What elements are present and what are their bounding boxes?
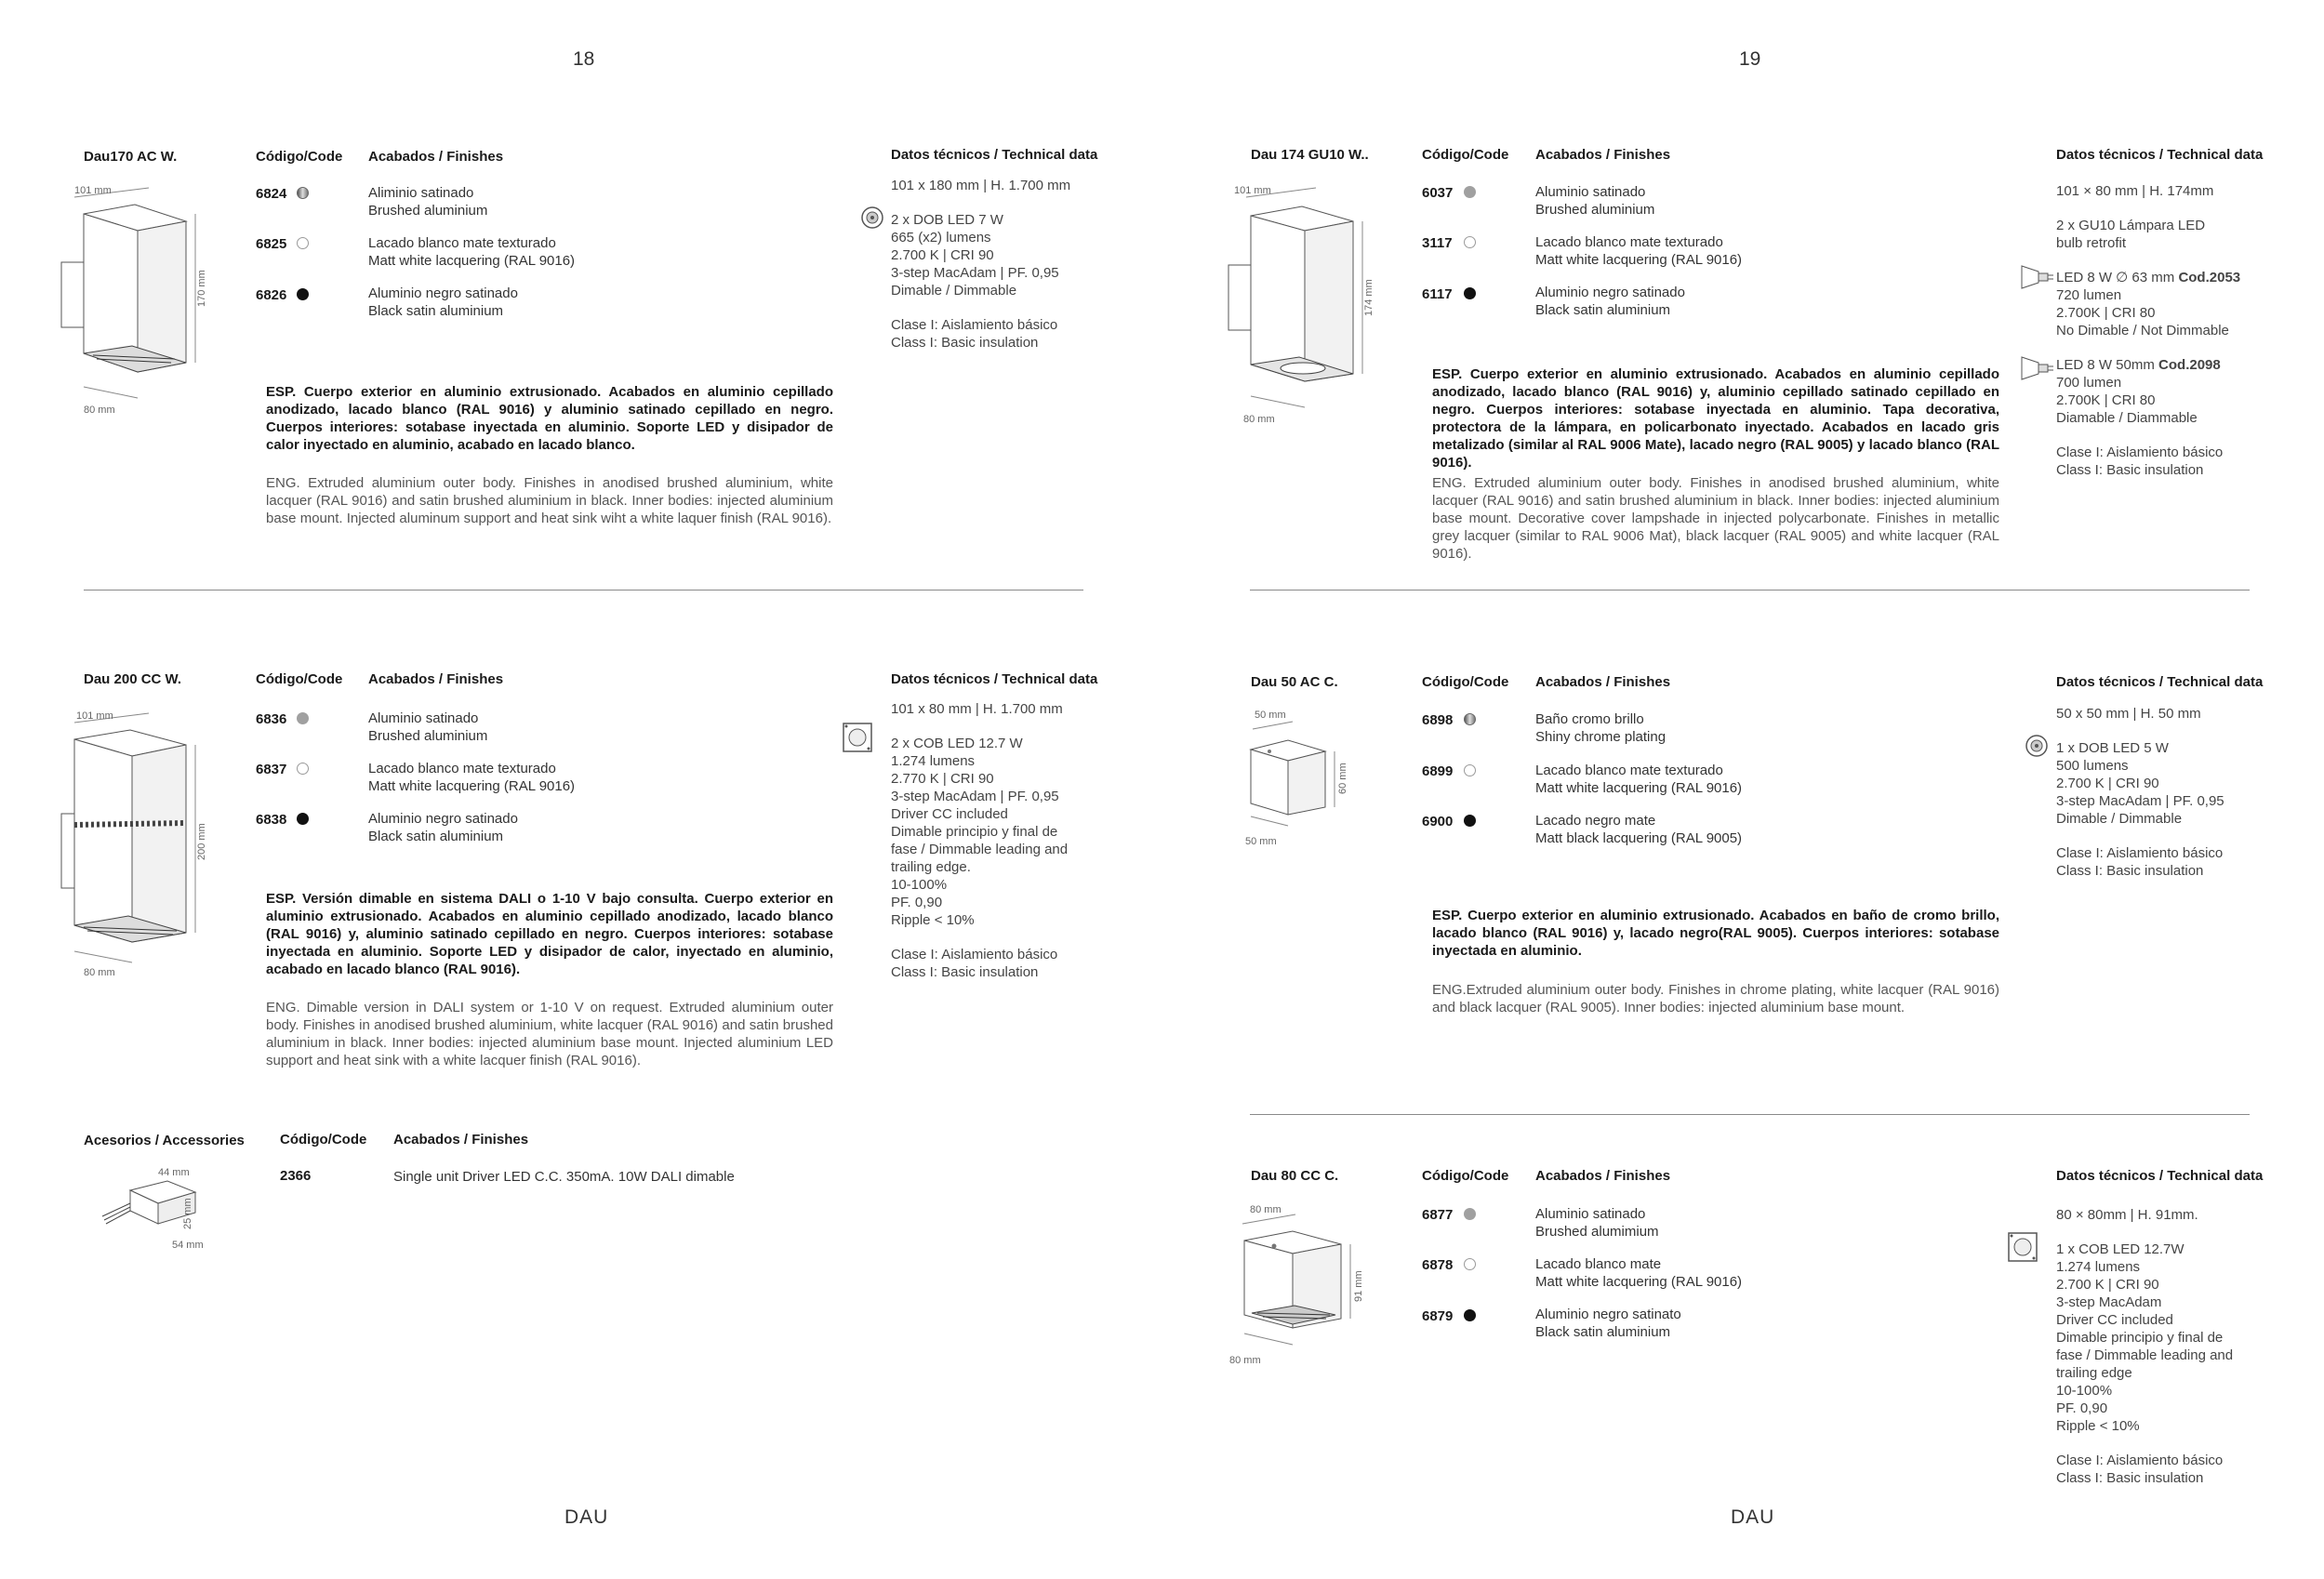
tech-line: 2.700 K | CRI 90	[2056, 1277, 2159, 1293]
finish-es: Baño cromo brillo	[1535, 711, 1644, 727]
tech-line: Clase I: Aislamiento básico	[2056, 445, 2224, 460]
finish-es: Lacado blanco mate	[1535, 1256, 1662, 1272]
tech-line: Class I: Basic insulation	[891, 335, 1039, 351]
tech-data	[2056, 1206, 2261, 1487]
dim-side: 200 mm	[196, 823, 207, 860]
description-es: ESP. Cuerpo exterior en aluminio extrusionado. Acabados en aluminio cepillado anodizado, lacado blanco (RAL 9016) y aluminio satinado cepillado en negro. Cuerpos interiores: sotabase inyectada en aluminio. Soporte LED y disipador de calor inyectado en aluminio, acabado en lacado blanco.	[266, 384, 833, 453]
tech-header: Datos técnicos / Technical data	[2056, 147, 2264, 163]
finish-code: 6900	[1422, 814, 1454, 829]
finish-code: 6037	[1422, 185, 1454, 201]
swatch-black	[1464, 1309, 1476, 1321]
finish-es: Aluminio satinado	[1535, 184, 1646, 200]
finishes-header: Acabados / Finishes	[1535, 1168, 1671, 1184]
product-drawing-dau50	[1242, 703, 1372, 852]
finish-code: 6826	[256, 287, 287, 303]
dim-bottom: 50 mm	[1245, 836, 1277, 847]
description-en: ENG. Dimable version in DALI system or 1-10 V on request. Extruded aluminium outer body. Finishes in anodised brushed aluminium, white lacquer (RAL 9016) and satin brushed aluminium in black. Inner bodies: injected aluminium base mount. Injected aluminium LED support and heat sink with a white lacquer finish (RAL 9016).	[266, 1000, 833, 1068]
description-en: ENG. Extruded aluminium outer body. Finishes in anodised brushed aluminium, white lacquer (RAL 9016) and satin brushed aluminium in black. Inner bodies: injected aluminium base mount. Decorative cover lampshade in injected polycarbonate. Finishes in metallic grey lacquer (similar to RAL 9006 Mat), black lacquer (RAL 9005) and white lacquer (RAL 9016).	[1432, 475, 1999, 562]
swatch-black	[1464, 815, 1476, 827]
finish-en: Black satin aluminium	[368, 303, 504, 319]
dim-side: 25 mm	[182, 1198, 193, 1229]
dim-top: 101 mm	[76, 710, 113, 722]
tech-line: 665 (x2) lumens	[891, 230, 991, 245]
finish-es: Aluminio satinado	[1535, 1206, 1646, 1222]
tech-line: 101 x 180 mm | H. 1.700 mm	[891, 178, 1071, 193]
lamp-1-title	[2056, 269, 2261, 286]
finish-en: Black satin aluminium	[1535, 1324, 1671, 1340]
tech-line: 10-100%	[891, 877, 948, 893]
tech-data	[2056, 705, 2261, 880]
product-drawing-dau80	[1226, 1198, 1384, 1374]
dim-bottom: 80 mm	[1243, 414, 1275, 425]
dim-top: 50 mm	[1255, 710, 1286, 721]
tech-header: Datos técnicos / Technical data	[891, 671, 1098, 687]
finishes-header: Acabados / Finishes	[1535, 147, 1671, 163]
page-footer-right: DAU	[1731, 1506, 1775, 1528]
tech-line: Class I: Basic insulation	[2056, 1470, 2204, 1486]
tech-line: Ripple < 10%	[891, 912, 975, 928]
product-drawing-dau200	[56, 702, 223, 981]
tech-data	[891, 177, 1096, 352]
tech-line: Class I: Basic insulation	[2056, 462, 2204, 478]
finish-en: Matt white lacquering (RAL 9016)	[368, 253, 576, 269]
swatch-white	[297, 763, 309, 775]
finish-code: 6117	[1422, 286, 1453, 302]
page-number-right: 19	[1739, 48, 1761, 70]
description-es: ESP. Versión dimable en sistema DALI o 1-10 V bajo consulta. Cuerpo exterior en aluminio extrusionado. Acabados en aluminio cepillado anodizado, lacado blanco (RAL 9016) y, aluminio satinado cepillado en negro. Cuerpos interiores: sotabase inyectada en aluminio. Soporte LED y disipador de calor, inyectado en aluminio, acabado en lacado blanco (RAL 9016).	[266, 891, 833, 977]
description-es: ESP. Cuerpo exterior en aluminio extrusionado. Acabados en baño de cromo brillo, lacado blanco (RAL 9016) y, lacado negro(RAL 9005). Cuerpos interiores: sotabase inyectada en aluminio.	[1432, 908, 1999, 959]
tech-line: fase / Dimmable leading and	[2056, 1347, 2234, 1363]
finish-en: Black satin aluminium	[1535, 302, 1671, 318]
dim-top: 101 mm	[74, 185, 112, 196]
dim-top: 44 mm	[158, 1167, 190, 1178]
swatch-chrome	[1464, 713, 1476, 725]
tech-line: No Dimable / Not Dimmable	[2056, 323, 2229, 338]
tech-line: 1 x COB LED 12.7W	[2056, 1241, 2185, 1257]
product-title: Dau 80 CC C.	[1251, 1168, 1339, 1184]
gu10-bulb-icon	[2018, 352, 2055, 385]
driver-drawing	[93, 1162, 223, 1255]
tech-line: 720 lumen	[2056, 287, 2122, 303]
finishes-header: Acabados / Finishes	[368, 671, 504, 687]
dim-side: 174 mm	[1363, 279, 1374, 316]
tech-line: 1 x DOB LED 5 W	[2056, 740, 2169, 756]
lamp-1-code: Cod.2053	[2178, 270, 2241, 285]
tech-line: Dimable / Dimmable	[2056, 811, 2183, 827]
tech-line: 2.700 K | CRI 90	[891, 247, 994, 263]
divider	[1250, 1114, 2250, 1115]
tech-line: PF. 0,90	[891, 895, 943, 910]
tech-line: fase / Dimmable leading and	[891, 842, 1069, 857]
finish-code: 6836	[256, 711, 287, 727]
led-chip-icon	[2024, 733, 2050, 759]
finish-code: 6898	[1422, 712, 1454, 728]
tech-line: 2 x DOB LED 7 W	[891, 212, 1003, 228]
tech-line: Class I: Basic insulation	[891, 964, 1039, 980]
tech-line: 3-step MacAdam | PF. 0,95	[891, 265, 1059, 281]
page-footer-left: DAU	[564, 1506, 609, 1528]
tech-line: 101 x 80 mm | H. 1.700 mm	[891, 701, 1063, 717]
finish-en: Matt white lacquering (RAL 9016)	[368, 778, 576, 794]
finish-code: 6877	[1422, 1207, 1454, 1223]
product-drawing-dau174	[1223, 177, 1390, 428]
swatch-black	[297, 813, 309, 825]
finish-en: Matt white lacquering (RAL 9016)	[1535, 1274, 1743, 1290]
finish-es: Aluminio negro satinato	[1535, 1307, 1681, 1322]
product-title: Dau 174 GU10 W..	[1251, 147, 1369, 163]
finish-code: 6878	[1422, 1257, 1454, 1273]
dim-side: 91 mm	[1353, 1270, 1364, 1302]
finish-code: 3117	[1422, 235, 1453, 251]
description-es: ESP. Cuerpo exterior en aluminio extrusionado. Acabados en aluminio cepillado anodizado, lacado blanco (RAL 9016) y, aluminio cepillado satinado cepillado en negro. Cuerpos interiores: sotabase inyectada en aluminio. Tapa decorativa, protectora de la lámpara, en policarbonato inyectado. Acabados en lacado gris metalizado (similar al RAL 9006 Mate), lacado negro (RAL 9005) y lacado blanco (RAL 9016).	[1432, 366, 1999, 471]
code-header: Código/Code	[256, 671, 343, 687]
code-header: Código/Code	[256, 149, 343, 165]
tech-line: 3-step MacAdam | PF. 0,95	[2056, 793, 2224, 809]
tech-header: Datos técnicos / Technical data	[2056, 674, 2264, 690]
gu10-bulb-icon	[2018, 260, 2055, 294]
tech-line: trailing edge	[2056, 1365, 2132, 1381]
dim-bottom: 80 mm	[84, 405, 115, 416]
finish-code: 6899	[1422, 763, 1454, 779]
lamp-2-label: LED 8 W 50mm	[2056, 357, 2155, 373]
tech-line: Driver CC included	[891, 806, 1008, 822]
dim-bottom: 54 mm	[172, 1240, 204, 1251]
tech-data	[2056, 182, 2261, 479]
product-title: Dau 50 AC C.	[1251, 674, 1338, 690]
finish-es: Lacado blanco mate texturado	[1535, 234, 1723, 250]
finish-code: 6838	[256, 812, 287, 828]
swatch-chrome	[297, 187, 309, 199]
finish-es: Lacado blanco mate texturado	[368, 235, 556, 251]
code-header: Código/Code	[1422, 1168, 1509, 1184]
lamp-2-code: Cod.2098	[2158, 357, 2221, 373]
swatch-white	[1464, 236, 1476, 248]
tech-header: Datos técnicos / Technical data	[891, 147, 1098, 163]
tech-line: 10-100%	[2056, 1383, 2113, 1399]
tech-line: Clase I: Aislamiento básico	[2056, 845, 2224, 861]
finish-es: Aluminio negro satinado	[1535, 285, 1685, 300]
swatch-black	[297, 288, 309, 300]
tech-data	[891, 700, 1096, 981]
accessory-description: Single unit Driver LED C.C. 350mA. 10W DALI dimable	[393, 1169, 735, 1185]
finish-es: Lacado blanco mate texturado	[368, 761, 556, 776]
tech-line: Dimable / Dimmable	[891, 283, 1017, 299]
finish-en: Brushed aluminium	[1535, 202, 1655, 218]
tech-line: 2.700K | CRI 80	[2056, 305, 2156, 321]
cob-led-icon	[2007, 1231, 2038, 1263]
tech-line: bulb retrofit	[2056, 235, 2127, 251]
finish-code: 6825	[256, 236, 287, 252]
tech-line: Diamable / Diammable	[2056, 410, 2198, 426]
finish-en: Black satin aluminium	[368, 829, 504, 844]
finish-es: Aluminio negro satinado	[368, 285, 518, 301]
tech-line: Clase I: Aislamiento básico	[891, 947, 1058, 962]
swatch-grey	[1464, 1208, 1476, 1220]
finish-es: Lacado negro mate	[1535, 813, 1656, 829]
accessories-title: Acesorios / Accessories	[84, 1133, 245, 1148]
tech-line: trailing edge.	[891, 859, 971, 875]
finish-en: Shiny chrome plating	[1535, 729, 1667, 745]
swatch-white	[1464, 764, 1476, 776]
tech-line: 101 × 80 mm | H. 174mm	[2056, 183, 2214, 199]
finish-es: Aluminio negro satinado	[368, 811, 518, 827]
finish-en: Matt white lacquering (RAL 9016)	[1535, 252, 1743, 268]
finish-en: Matt black lacquering (RAL 9005)	[1535, 830, 1743, 846]
finishes-header: Acabados / Finishes	[1535, 674, 1671, 690]
tech-line: PF. 0,90	[2056, 1400, 2108, 1416]
tech-line: 3-step MacAdam | PF. 0,95	[891, 789, 1059, 804]
swatch-white	[1464, 1258, 1476, 1270]
tech-line: 50 x 50 mm | H. 50 mm	[2056, 706, 2201, 722]
finish-en: Brushed alumimium	[1535, 1224, 1659, 1240]
finish-en: Brushed aluminium	[368, 203, 488, 219]
finish-code: 6879	[1422, 1308, 1454, 1324]
finish-es: Aliminio satinado	[368, 185, 474, 201]
swatch-black	[1464, 287, 1476, 299]
tech-header: Datos técnicos / Technical data	[2056, 1168, 2264, 1184]
dim-bottom: 80 mm	[1229, 1355, 1261, 1366]
finishes-header: Acabados / Finishes	[368, 149, 504, 165]
lamp-2-title	[2056, 356, 2261, 374]
dim-side: 170 mm	[196, 270, 207, 307]
tech-line: Ripple < 10%	[2056, 1418, 2140, 1434]
tech-line: Dimable principio y final de	[891, 824, 1058, 840]
finish-es: Lacado blanco mate texturado	[1535, 763, 1723, 778]
tech-line: Class I: Basic insulation	[2056, 863, 2204, 879]
product-title: Dau 200 CC W.	[84, 671, 182, 687]
tech-line: 1.274 lumens	[891, 753, 976, 769]
cob-led-icon	[842, 722, 873, 753]
tech-line: Driver CC included	[2056, 1312, 2173, 1328]
led-chip-icon	[859, 205, 885, 231]
finish-code: 6837	[256, 762, 287, 777]
tech-line: Clase I: Aislamiento básico	[2056, 1453, 2224, 1468]
tech-line: 2 x COB LED 12.7 W	[891, 736, 1023, 751]
tech-line: 2.700 K | CRI 90	[2056, 776, 2159, 791]
code-header: Código/Code	[280, 1132, 367, 1148]
dim-side: 60 mm	[1337, 763, 1348, 794]
tech-line: 2 x GU10 Lámpara LED	[2056, 218, 2206, 233]
lamp-1-label: LED 8 W ∅ 63 mm	[2056, 270, 2175, 285]
swatch-grey	[1464, 186, 1476, 198]
swatch-grey	[297, 712, 309, 724]
tech-line: 500 lumens	[2056, 758, 2129, 774]
tech-line: 3-step MacAdam	[2056, 1294, 2162, 1310]
code-header: Código/Code	[1422, 147, 1509, 163]
dim-top: 80 mm	[1250, 1204, 1282, 1215]
finish-es: Aluminio satinado	[368, 710, 479, 726]
finish-en: Matt white lacquering (RAL 9016)	[1535, 780, 1743, 796]
description-en: ENG. Extruded aluminium outer body. Finishes in anodised brushed aluminium, white lacquer (RAL 9016) and satin brushed aluminium in black. Inner bodies: injected aluminium base mount. Injected aluminum support and heat sink wiht a white laquer finish (RAL 9016).	[266, 475, 833, 526]
swatch-white	[297, 237, 309, 249]
finish-en: Brushed aluminium	[368, 728, 488, 744]
tech-line: 80 × 80mm | H. 91mm.	[2056, 1207, 2198, 1223]
page-number-left: 18	[573, 48, 595, 70]
description-en: ENG.Extruded aluminium outer body. Finishes in chrome plating, white lacquer (RAL 9016) and black lacquer (RAL 9005). Inner bodies: injected aluminium base mount.	[1432, 982, 1999, 1015]
tech-line: Dimable principio y final de	[2056, 1330, 2224, 1346]
finish-code: 6824	[256, 186, 287, 202]
tech-line: 1.274 lumens	[2056, 1259, 2141, 1275]
tech-line: 2.700K | CRI 80	[2056, 392, 2156, 408]
product-title: Dau170 AC W.	[84, 149, 178, 165]
accessory-code: 2366	[280, 1168, 312, 1184]
tech-line: 2.770 K | CRI 90	[891, 771, 994, 787]
product-drawing-dau170	[56, 177, 223, 418]
dim-bottom: 80 mm	[84, 967, 115, 978]
code-header: Código/Code	[1422, 674, 1509, 690]
finishes-header: Acabados / Finishes	[393, 1132, 529, 1148]
tech-line: Clase I: Aislamiento básico	[891, 317, 1058, 333]
dim-top: 101 mm	[1234, 185, 1271, 196]
tech-line: 700 lumen	[2056, 375, 2122, 391]
